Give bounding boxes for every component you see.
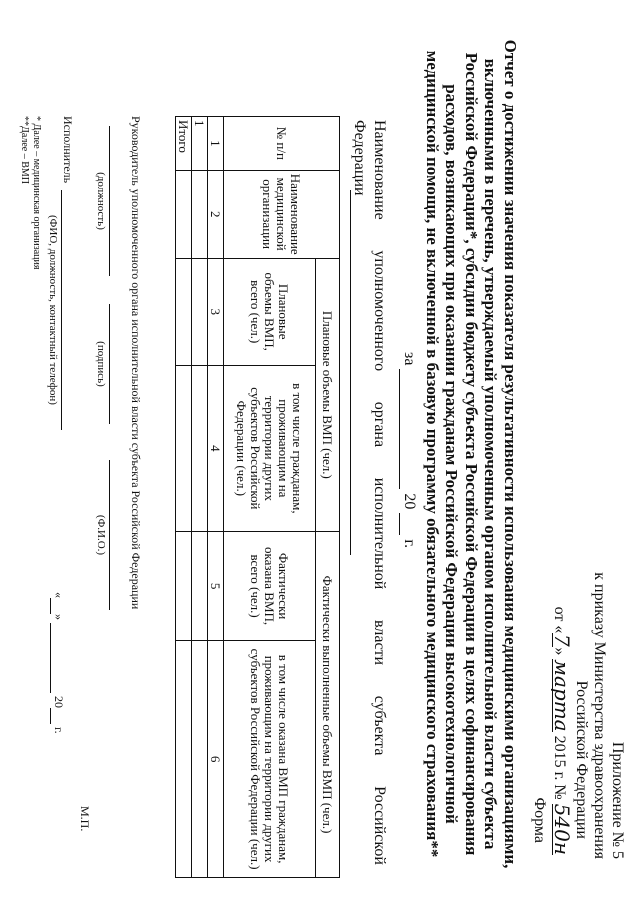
form-label: Форма — [531, 797, 548, 843]
fio-caption: (Ф.И.О.) — [95, 514, 107, 556]
order-country: Российской Федерации — [573, 680, 590, 839]
report-title: Отчет о достижении значения показателя результативности использования медицинскими организациями, включенными в перечень, утверждаемый уполномоченным органом исполнительной власти субъекта Российской Федерации*, субсидии бюджету субъекта Российской Федерации в целях софинансирования расходов, возникающих при оказании гражданам Российской Федерации высокотехнологичной медицинской помощи, не включенной в базовую программу обязательного медицинского страхования** — [423, 39, 520, 869]
stamp-label: М.П. — [78, 806, 92, 832]
table-row: 1 2 3 4 5 6 — [208, 117, 224, 878]
table-row: 1 — [192, 117, 208, 878]
signature-caption: (подпись) — [95, 341, 107, 387]
authority-name-label: Наименование уполномоченного органа исполнительной власти субъекта Российской — [371, 120, 388, 865]
sign-date: « » 20 г. — [52, 592, 66, 734]
authority-name-line — [350, 190, 351, 555]
executor-caption: (ФИО, должность, контактный телефон) — [47, 215, 59, 405]
header-num: № п/п — [224, 117, 340, 171]
footnote-2: **Далее – ВМП — [19, 116, 30, 184]
header-plan-other: в том числе гражданам, проживающим на территории других субъектов Российской Федерации (чел.) — [224, 365, 316, 531]
header-plan: Плановые объемы ВМП (чел.) — [316, 258, 340, 531]
header-fact-total: Фактически оказана ВМП, всего (чел.) — [224, 532, 316, 641]
header-org: Наименование медицинской организации — [224, 170, 340, 258]
report-table — [175, 116, 340, 878]
appendix-header — [550, 459, 626, 859]
header-plan-total: Плановые объемы ВМП, всего (чел.) — [224, 258, 316, 365]
footnotes — [18, 116, 42, 269]
executor-label: Исполнитель — [61, 116, 75, 184]
footnote-1: * Далее – медицинская организация — [31, 116, 42, 270]
order-month: марта — [550, 659, 574, 732]
order-date: от «7» марта 2015 г. № 540н — [550, 606, 574, 855]
order-day: 7 — [550, 634, 574, 647]
order-number: 540н — [550, 803, 574, 855]
report-period: за 20 г. — [401, 352, 418, 549]
header-fact-other: в том числе оказана ВМП гражданам, проживающим на территории других субъектов Российской Федерации (чел.) — [224, 641, 316, 878]
appendix-number: Приложение № 5 — [609, 741, 626, 859]
header-fact: Фактически выполненные объемы ВМП (чел.) — [316, 532, 340, 878]
position-caption: (должность) — [95, 172, 107, 230]
order-ministry: к приказу Министерства здравоохранения — [591, 572, 608, 859]
authority-name-label-end: Федерации — [351, 120, 368, 196]
table-row: Итого — [176, 117, 192, 878]
head-signature-label: Руководитель уполномоченного органа исполнительной власти субъекта Российской Федерации — [129, 116, 143, 610]
